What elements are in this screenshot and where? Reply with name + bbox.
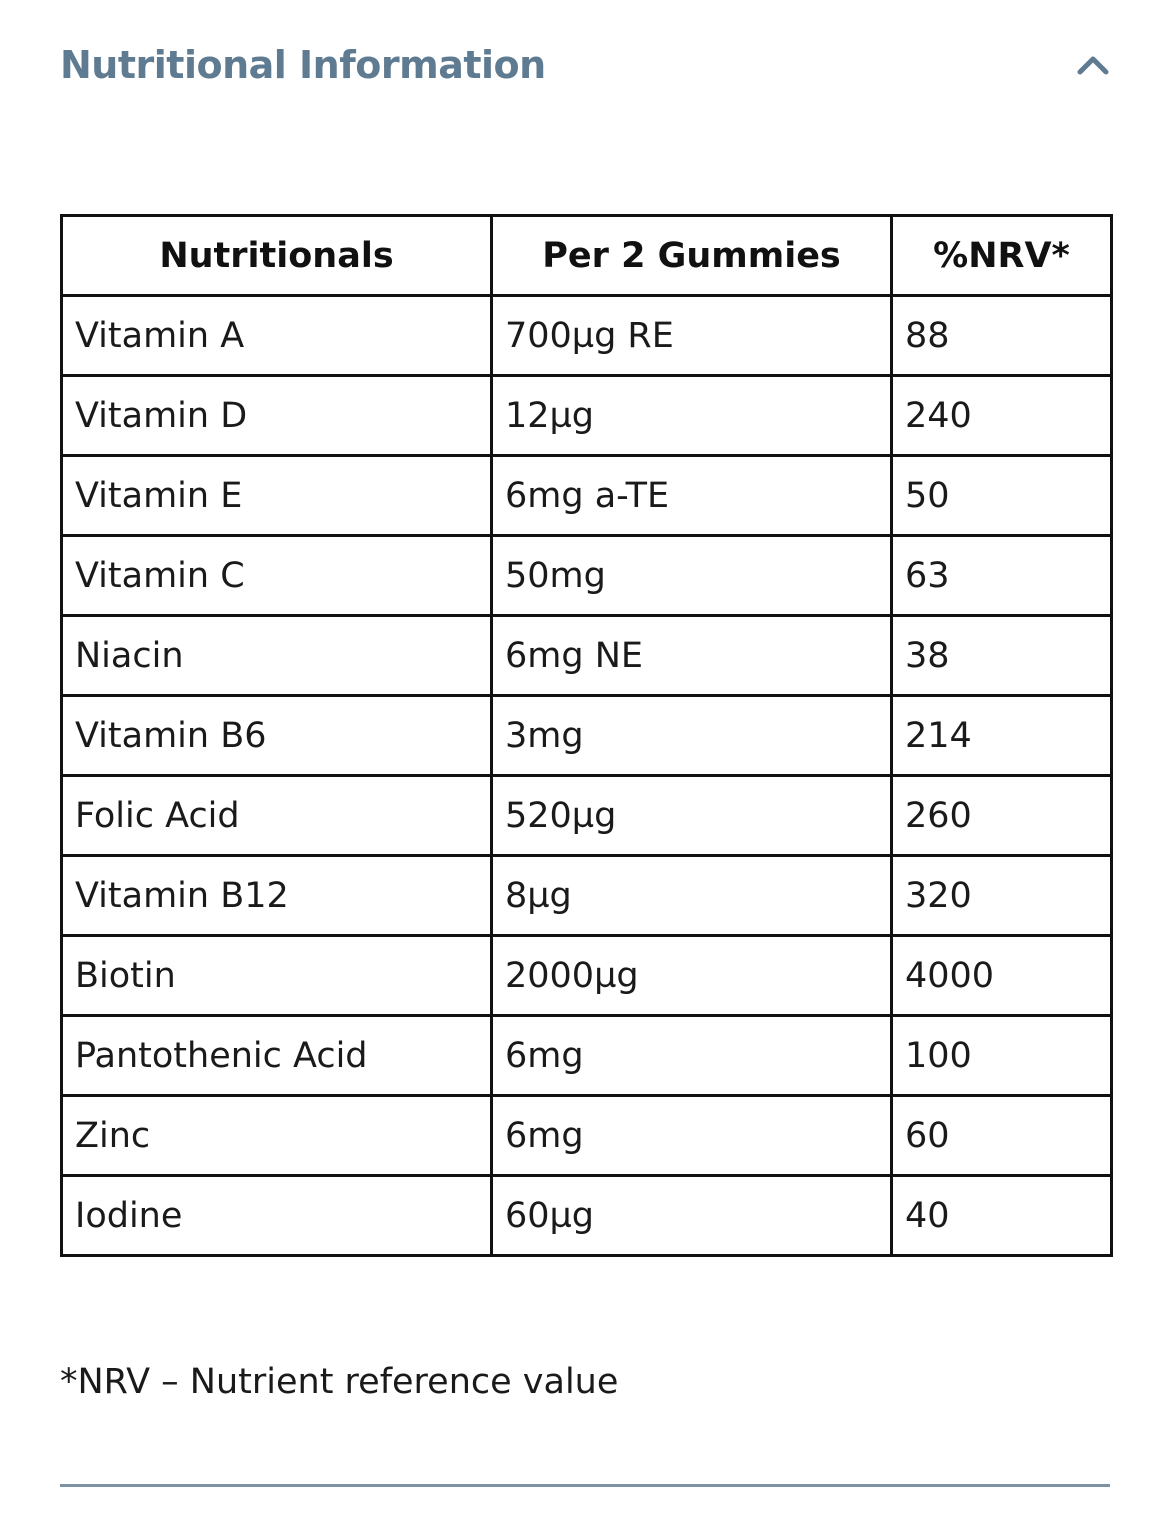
- nutrient-name: Pantothenic Acid: [62, 1016, 492, 1096]
- nutrient-amount: 3mg: [492, 696, 892, 776]
- nutrient-nrv: 40: [892, 1176, 1112, 1256]
- nutrient-nrv: 63: [892, 536, 1112, 616]
- table-row: [62, 456, 1112, 536]
- table-row: [62, 936, 1112, 1016]
- table-row: [62, 696, 1112, 776]
- nutrient-amount: 6mg: [492, 1016, 892, 1096]
- table-row: [62, 536, 1112, 616]
- nutrient-nrv: 38: [892, 616, 1112, 696]
- nutrient-name: Vitamin C: [62, 536, 492, 616]
- nutrient-amount: 700µg RE: [492, 296, 892, 376]
- nutrient-name: Vitamin D: [62, 376, 492, 456]
- nutrient-name: Niacin: [62, 616, 492, 696]
- nutrition-table: [60, 214, 1113, 1257]
- table-header-row: [62, 216, 1112, 296]
- nutrient-nrv: 320: [892, 856, 1112, 936]
- nutrient-amount: 8µg: [492, 856, 892, 936]
- chevron-up-icon[interactable]: [1076, 48, 1110, 82]
- nutrient-nrv: 88: [892, 296, 1112, 376]
- nutrient-amount: 520µg: [492, 776, 892, 856]
- table-row: [62, 616, 1112, 696]
- nutrient-nrv: 100: [892, 1016, 1112, 1096]
- table-row: [62, 856, 1112, 936]
- nutrient-amount: 6mg NE: [492, 616, 892, 696]
- accordion-title[interactable]: Nutritional Information: [60, 43, 546, 87]
- table-row: [62, 1096, 1112, 1176]
- table-row: [62, 296, 1112, 376]
- section-divider: [60, 1484, 1110, 1487]
- accordion-header[interactable]: [60, 30, 1110, 100]
- nutrient-nrv: 240: [892, 376, 1112, 456]
- nutrient-amount: 12µg: [492, 376, 892, 456]
- nutrient-name: Vitamin A: [62, 296, 492, 376]
- nutrient-amount: 6mg a-TE: [492, 456, 892, 536]
- table-row: [62, 776, 1112, 856]
- nutrient-amount: 2000µg: [492, 936, 892, 1016]
- table-row: [62, 376, 1112, 456]
- nutrient-amount: 6mg: [492, 1096, 892, 1176]
- nutrient-name: Folic Acid: [62, 776, 492, 856]
- nutrient-name: Biotin: [62, 936, 492, 1016]
- nutrient-nrv: 4000: [892, 936, 1112, 1016]
- nutrient-nrv: 260: [892, 776, 1112, 856]
- nrv-footnote: *NRV – Nutrient reference value: [60, 1362, 619, 1402]
- table-row: [62, 1176, 1112, 1256]
- nutrient-name: Vitamin B12: [62, 856, 492, 936]
- header-nutritionals: Nutritionals: [62, 216, 492, 296]
- table-row: [62, 1016, 1112, 1096]
- nutrient-name: Vitamin B6: [62, 696, 492, 776]
- nutrient-nrv: 50: [892, 456, 1112, 536]
- nutrient-nrv: 60: [892, 1096, 1112, 1176]
- nutrient-name: Vitamin E: [62, 456, 492, 536]
- nutrient-name: Iodine: [62, 1176, 492, 1256]
- nutrient-amount: 60µg: [492, 1176, 892, 1256]
- header-per-2-gummies: Per 2 Gummies: [492, 216, 892, 296]
- nutrient-amount: 50mg: [492, 536, 892, 616]
- header-nrv: %NRV*: [892, 216, 1112, 296]
- nutrient-nrv: 214: [892, 696, 1112, 776]
- nutrient-name: Zinc: [62, 1096, 492, 1176]
